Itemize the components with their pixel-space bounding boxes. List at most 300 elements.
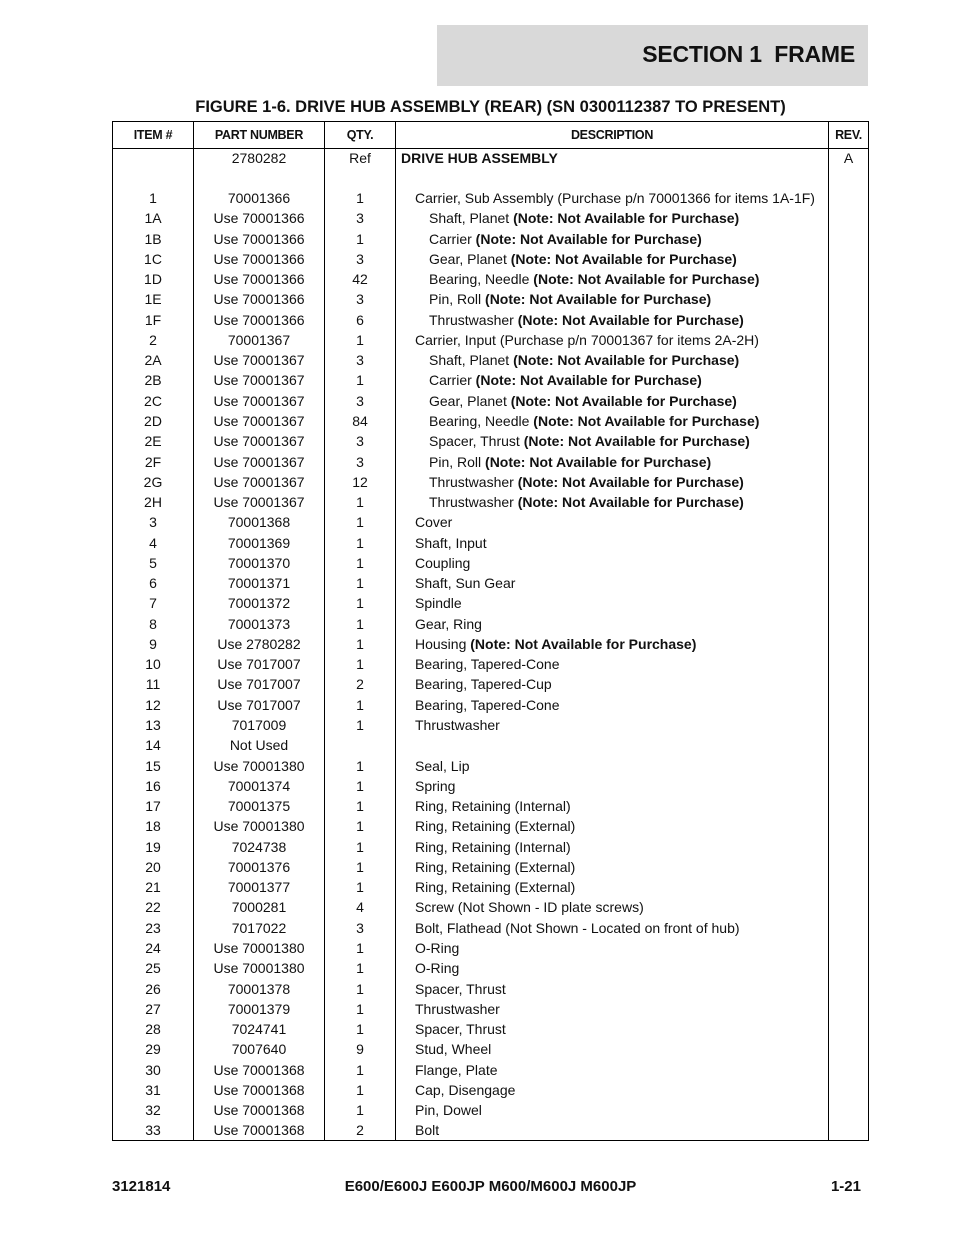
- description-text: Bolt, Flathead (Not Shown - Located on front of hub): [415, 919, 740, 936]
- description: [415, 918, 740, 938]
- item-number: 21: [145, 879, 161, 896]
- description-text: Pin, Roll: [429, 291, 486, 308]
- table-row: [113, 229, 868, 249]
- header-description: DESCRIPTION: [570, 128, 654, 142]
- table-row: [113, 776, 868, 796]
- description: [429, 452, 711, 472]
- part-number: Use 70001366: [213, 210, 305, 227]
- part-number: Use 70001368: [213, 1061, 305, 1078]
- description-text: Spring: [415, 777, 456, 794]
- table-row: [113, 979, 868, 999]
- description-note: (Note: Not Available for Purchase): [517, 473, 744, 490]
- table-row: [113, 431, 868, 451]
- description: [415, 999, 500, 1019]
- description: [429, 289, 711, 309]
- quantity: 1: [356, 777, 364, 794]
- description: [415, 857, 575, 877]
- part-number: Use 70001368: [213, 1081, 305, 1098]
- description: [415, 1019, 506, 1039]
- part-number: Use 70001366: [213, 250, 305, 267]
- header-part-number: PART NUMBER: [214, 128, 304, 142]
- table-row: [113, 877, 868, 897]
- description-text: Bearing, Tapered-Cup: [415, 676, 552, 693]
- footer-doc-number: 3121814: [112, 1178, 171, 1195]
- description: [415, 573, 515, 593]
- description: [429, 350, 739, 370]
- table-row: [113, 553, 868, 573]
- part-number: Use 7017007: [217, 656, 301, 673]
- quantity: 2: [356, 1122, 364, 1139]
- description-text: Thrustwasher: [415, 717, 500, 734]
- part-number: Use 70001366: [213, 230, 305, 247]
- quantity: 1: [356, 1081, 364, 1098]
- description-text: Screw (Not Shown - ID plate screws): [415, 899, 644, 916]
- description: [415, 1120, 439, 1140]
- table-row: [113, 837, 868, 857]
- part-number: Use 70001367: [213, 352, 305, 369]
- description-text: Carrier: [429, 372, 476, 389]
- description: [429, 229, 702, 249]
- quantity: 1: [356, 372, 364, 389]
- part-number: 7017009: [231, 717, 287, 734]
- table-row: [113, 188, 868, 208]
- table-row: [113, 452, 868, 472]
- table-row: [113, 695, 868, 715]
- quantity: 1: [356, 656, 364, 673]
- footer-models: E600/E600J E600JP M600/M600J M600JP: [344, 1178, 637, 1195]
- table-row: [113, 918, 868, 938]
- quantity: 3: [356, 433, 364, 450]
- description-text: Thrustwasher: [415, 1000, 500, 1017]
- description: [429, 269, 759, 289]
- table-row: [113, 1120, 868, 1140]
- description-text: Gear, Ring: [415, 615, 482, 632]
- table-header: [113, 122, 868, 149]
- description-text: Bearing, Needle: [429, 412, 534, 429]
- part-number: 70001371: [227, 575, 291, 592]
- item-number: 1F: [144, 311, 162, 328]
- description: [429, 492, 744, 512]
- quantity: 3: [356, 453, 364, 470]
- quantity: 1: [356, 1000, 364, 1017]
- description-text: Bearing, Tapered-Cone: [415, 696, 560, 713]
- description: [415, 756, 469, 776]
- parts-table: [112, 121, 869, 1141]
- quantity: 3: [356, 250, 364, 267]
- description-text: Pin, Dowel: [415, 1102, 482, 1119]
- description-note: (Note: Not Available for Purchase): [533, 412, 760, 429]
- item-number: 26: [145, 980, 161, 997]
- table-row: [113, 715, 868, 735]
- part-number: Use 70001367: [213, 494, 305, 511]
- description: [429, 249, 737, 269]
- item-number: 2G: [143, 473, 163, 490]
- item-number: 23: [145, 919, 161, 936]
- description: [429, 310, 744, 330]
- item-number: 12: [145, 696, 161, 713]
- item-number: 17: [145, 798, 161, 815]
- description-text: Cover: [415, 514, 453, 531]
- item-number: 32: [145, 1102, 161, 1119]
- table-row: [113, 148, 868, 168]
- item-number: 31: [145, 1081, 161, 1098]
- description-text: Bearing, Needle: [429, 271, 534, 288]
- description-text: Gear, Planet: [429, 392, 511, 409]
- description-note: (Note: Not Available for Purchase): [513, 210, 740, 227]
- part-number: 70001378: [227, 980, 291, 997]
- table-row: [113, 999, 868, 1019]
- quantity: 1: [356, 514, 364, 531]
- quantity: 1: [356, 190, 364, 206]
- description-text: Thrustwasher: [429, 473, 518, 490]
- part-number: 70001372: [227, 595, 291, 612]
- description: [415, 877, 575, 897]
- part-number: Use 70001367: [213, 473, 305, 490]
- quantity: Ref: [349, 150, 371, 166]
- table-row: [113, 816, 868, 836]
- description: [415, 1039, 491, 1059]
- item-number: 22: [145, 899, 161, 916]
- table-row: [113, 958, 868, 978]
- description-note: (Note: Not Available for Purchase): [485, 453, 712, 470]
- description-text: Shaft, Planet: [429, 352, 514, 369]
- description: [415, 512, 452, 532]
- description-note: (Note: Not Available for Purchase): [523, 433, 750, 450]
- part-number: Not Used: [229, 737, 289, 754]
- item-number: 9: [149, 635, 157, 652]
- table-row: [113, 573, 868, 593]
- item-number: 7: [149, 595, 157, 612]
- quantity: 1: [356, 554, 364, 571]
- item-number: 3: [149, 514, 157, 531]
- part-number: Use 70001366: [213, 311, 305, 328]
- description: [415, 188, 815, 208]
- table-row: [113, 1080, 868, 1100]
- quantity: 1: [356, 534, 364, 551]
- item-number: 2H: [144, 494, 162, 511]
- part-number: Use 70001367: [213, 453, 305, 470]
- quantity: 2: [356, 676, 364, 693]
- quantity: 12: [352, 473, 368, 490]
- part-number: Use 70001380: [213, 757, 305, 774]
- quantity: 1: [356, 575, 364, 592]
- description-note: DRIVE HUB ASSEMBLY: [401, 150, 558, 166]
- description-text: Flange, Plate: [415, 1061, 498, 1078]
- table-row: [113, 208, 868, 228]
- header-rev: REV.: [835, 128, 862, 142]
- description-text: Cap, Disengage: [415, 1081, 516, 1098]
- table-row: [113, 391, 868, 411]
- quantity: 3: [356, 210, 364, 227]
- table-row: [113, 756, 868, 776]
- item-number: 1B: [144, 230, 162, 247]
- description-text: Ring, Retaining (Internal): [415, 798, 571, 815]
- item-number: 6: [149, 575, 157, 592]
- description-text: Coupling: [415, 554, 471, 571]
- item-number: 25: [145, 960, 161, 977]
- description-text: Carrier, Sub Assembly (Purchase p/n 70001366 for items 1A-1F): [415, 190, 815, 206]
- description: [415, 837, 571, 857]
- table-row: [113, 512, 868, 532]
- item-number: 30: [145, 1061, 161, 1078]
- description: [415, 553, 470, 573]
- part-number: Use 70001380: [213, 818, 305, 835]
- description: [429, 472, 744, 492]
- item-number: 2F: [144, 453, 162, 470]
- item-number: 27: [145, 1000, 161, 1017]
- quantity: 84: [352, 412, 368, 429]
- quantity: 1: [356, 1061, 364, 1078]
- item-number: 1A: [144, 210, 162, 227]
- quantity: 1: [356, 615, 364, 632]
- item-number: 2C: [144, 392, 162, 409]
- description: [415, 1080, 515, 1100]
- description-text: Shaft, Sun Gear: [415, 575, 516, 592]
- description: [415, 1100, 482, 1120]
- quantity: 1: [356, 635, 364, 652]
- description-text: Ring, Retaining (External): [415, 858, 576, 875]
- description-text: Ring, Retaining (External): [415, 818, 576, 835]
- part-number: 70001377: [227, 879, 291, 896]
- description: [415, 776, 455, 796]
- description-note: (Note: Not Available for Purchase): [485, 291, 712, 308]
- part-number: 7024738: [231, 838, 287, 855]
- part-number: Use 70001367: [213, 392, 305, 409]
- item-number: 2: [149, 331, 157, 348]
- item-number: 1D: [144, 271, 162, 288]
- description: [429, 391, 737, 411]
- description-note: (Note: Not Available for Purchase): [510, 392, 737, 409]
- part-number: Use 7017007: [217, 696, 301, 713]
- part-number: 70001375: [227, 798, 291, 815]
- table-row: [113, 897, 868, 917]
- part-number: Use 70001367: [213, 412, 305, 429]
- part-number: 70001367: [227, 331, 291, 348]
- description-text: Carrier, Input (Purchase p/n 70001367 for items 2A-2H): [415, 331, 759, 348]
- description: [415, 715, 500, 735]
- description-text: Housing: [415, 635, 471, 652]
- part-number: 70001374: [227, 777, 291, 794]
- part-number: 70001370: [227, 554, 291, 571]
- description-text: Shaft, Input: [415, 534, 487, 551]
- table-row: [113, 938, 868, 958]
- description: [429, 411, 759, 431]
- quantity: 1: [356, 879, 364, 896]
- table-row: [113, 492, 868, 512]
- item-number: 14: [145, 737, 161, 754]
- description: [429, 208, 739, 228]
- item-number: 4: [149, 534, 157, 551]
- description-text: Bolt: [415, 1122, 440, 1139]
- table-row: [113, 411, 868, 431]
- description-text: Carrier: [429, 230, 476, 247]
- item-number: 1: [149, 190, 157, 206]
- quantity: 42: [352, 271, 368, 288]
- description-text: Ring, Retaining (External): [415, 879, 576, 896]
- quantity: 1: [356, 1102, 364, 1119]
- description-note: (Note: Not Available for Purchase): [475, 230, 702, 247]
- part-number: Use 70001366: [213, 291, 305, 308]
- description-note: (Note: Not Available for Purchase): [517, 494, 744, 511]
- description-text: Spacer, Thrust: [429, 433, 524, 450]
- description-text: Shaft, Planet: [429, 210, 514, 227]
- description: [415, 674, 552, 694]
- quantity: 1: [356, 818, 364, 835]
- description: [401, 148, 558, 168]
- description-text: Pin, Roll: [429, 453, 486, 470]
- figure-title: FIGURE 1-6. DRIVE HUB ASSEMBLY (REAR) (SN 0300112387 TO PRESENT): [195, 98, 786, 116]
- description-text: Thrustwasher: [429, 494, 518, 511]
- description-note: (Note: Not Available for Purchase): [475, 372, 702, 389]
- quantity: 1: [356, 696, 364, 713]
- description: [415, 695, 560, 715]
- table-row: [113, 593, 868, 613]
- quantity: 1: [356, 331, 364, 348]
- item-number: 2A: [144, 352, 162, 369]
- part-number: 70001368: [227, 514, 291, 531]
- description: [415, 816, 575, 836]
- description-text: O-Ring: [415, 960, 460, 977]
- part-number: Use 7017007: [217, 676, 301, 693]
- description: [415, 634, 696, 654]
- description: [415, 330, 759, 350]
- description-text: Ring, Retaining (Internal): [415, 838, 571, 855]
- quantity: 3: [356, 291, 364, 308]
- description: [415, 979, 506, 999]
- item-number: 16: [145, 777, 161, 794]
- table-row: [113, 330, 868, 350]
- table-row: [113, 857, 868, 877]
- footer-page-number: 1-21: [830, 1178, 861, 1195]
- item-number: 29: [145, 1041, 161, 1058]
- table-row: [113, 735, 868, 755]
- table-row: [113, 1100, 868, 1120]
- header-qty: QTY.: [346, 128, 374, 142]
- item-number: 5: [149, 554, 157, 571]
- description: [415, 938, 459, 958]
- item-number: 24: [145, 939, 161, 956]
- item-number: 28: [145, 1021, 161, 1038]
- description-note: (Note: Not Available for Purchase): [517, 311, 744, 328]
- description: [415, 533, 487, 553]
- quantity: 1: [356, 595, 364, 612]
- part-number: Use 70001366: [213, 271, 305, 288]
- description: [415, 958, 459, 978]
- quantity: 1: [356, 757, 364, 774]
- part-number: Use 70001368: [213, 1122, 305, 1139]
- item-number: 13: [145, 717, 161, 734]
- description: [429, 431, 750, 451]
- section-title: SECTION 1 FRAME: [642, 41, 855, 67]
- quantity: 4: [356, 899, 364, 916]
- description-text: Spacer, Thrust: [415, 980, 506, 997]
- part-number: 70001369: [227, 534, 291, 551]
- table-row: [113, 674, 868, 694]
- table-row: [113, 269, 868, 289]
- item-number: 8: [149, 615, 157, 632]
- description-text: O-Ring: [415, 939, 460, 956]
- description: [415, 593, 462, 613]
- item-number: 2D: [144, 412, 162, 429]
- table-row: [113, 614, 868, 634]
- quantity: 1: [356, 838, 364, 855]
- table-row: [113, 1060, 868, 1080]
- description-note: (Note: Not Available for Purchase): [533, 271, 760, 288]
- item-number: 2E: [144, 433, 162, 450]
- part-number: Use 2780282: [217, 635, 301, 652]
- item-number: 20: [145, 858, 161, 875]
- item-number: 33: [145, 1122, 161, 1139]
- part-number: 7024741: [231, 1021, 287, 1038]
- part-number: 7017022: [231, 919, 287, 936]
- description-text: Stud, Wheel: [415, 1041, 492, 1058]
- table-row: [113, 654, 868, 674]
- description-text: Gear, Planet: [429, 250, 511, 267]
- table-row: [113, 634, 868, 654]
- part-number: 7007640: [231, 1041, 287, 1058]
- table-row: [113, 472, 868, 492]
- quantity: 9: [356, 1041, 364, 1058]
- part-number: Use 70001367: [213, 433, 305, 450]
- quantity: 1: [356, 980, 364, 997]
- table-row: [113, 533, 868, 553]
- description: [415, 1060, 498, 1080]
- item-number: 1C: [144, 250, 162, 267]
- description-note: (Note: Not Available for Purchase): [513, 352, 740, 369]
- description-text: Seal, Lip: [415, 757, 470, 774]
- description-note: (Note: Not Available for Purchase): [470, 635, 697, 652]
- part-number: Use 70001380: [213, 939, 305, 956]
- quantity: 1: [356, 494, 364, 511]
- table-row: [113, 1019, 868, 1039]
- table-row: [113, 370, 868, 390]
- item-number: 11: [145, 676, 161, 693]
- description: [415, 796, 571, 816]
- quantity: 1: [356, 939, 364, 956]
- part-number: Use 70001380: [213, 960, 305, 977]
- description-text: Thrustwasher: [429, 311, 518, 328]
- part-number: 2780282: [231, 150, 287, 166]
- quantity: 6: [356, 311, 364, 328]
- table-row: [113, 249, 868, 269]
- part-number: 7000281: [231, 899, 287, 916]
- part-number: Use 70001368: [213, 1102, 305, 1119]
- table-row: [113, 350, 868, 370]
- table-row: [113, 796, 868, 816]
- quantity: 1: [356, 1021, 364, 1038]
- quantity: 3: [356, 392, 364, 409]
- item-number: 2B: [144, 372, 162, 389]
- description: [415, 614, 482, 634]
- part-number: 70001366: [227, 190, 291, 206]
- quantity: 3: [356, 919, 364, 936]
- item-number: 19: [145, 838, 161, 855]
- quantity: 1: [356, 960, 364, 977]
- quantity: 1: [356, 798, 364, 815]
- quantity: 1: [356, 858, 364, 875]
- item-number: 1E: [144, 291, 162, 308]
- description: [429, 370, 702, 390]
- description-text: Spacer, Thrust: [415, 1021, 506, 1038]
- part-number: 70001373: [227, 615, 291, 632]
- description: [415, 654, 560, 674]
- description: [415, 897, 644, 917]
- table-row: [113, 310, 868, 330]
- part-number: 70001379: [227, 1000, 291, 1017]
- table-row: [113, 1039, 868, 1059]
- header-item: ITEM #: [133, 128, 173, 142]
- revision: A: [843, 150, 854, 166]
